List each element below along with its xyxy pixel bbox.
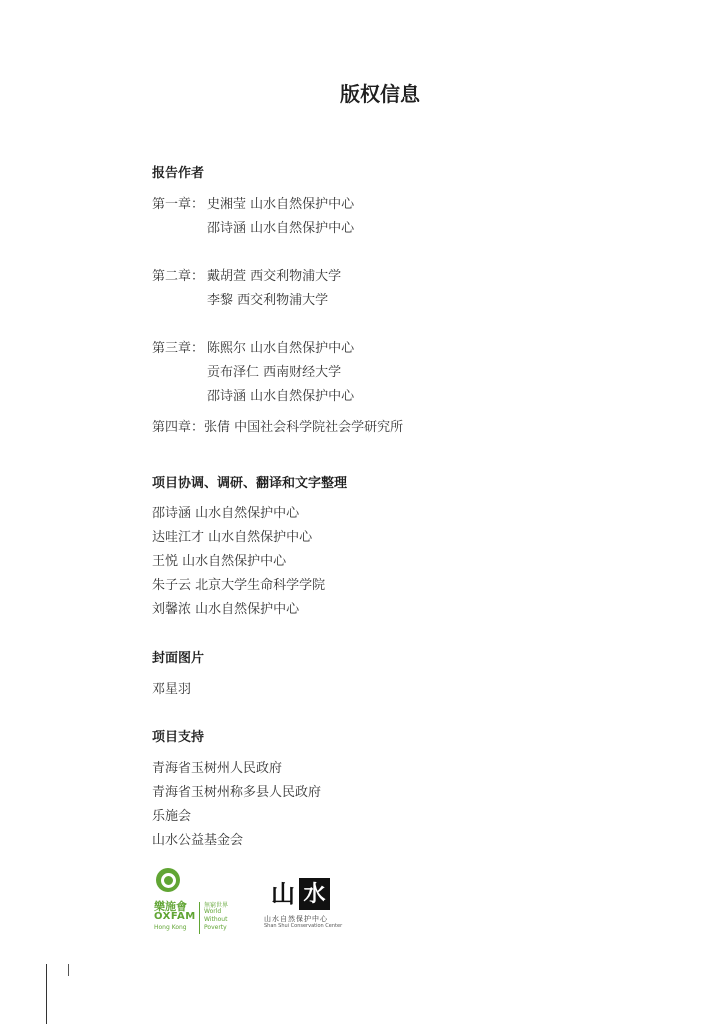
partner-logos [152,866,352,938]
chapter-1-label: 第一章： [152,197,205,212]
shanshui-logo-icon [268,878,330,910]
coordination-line: 王悦 山水自然保护中心 [152,554,287,569]
coordination-line: 达哇江才 山水自然保护中心 [152,530,313,545]
author-line: 贡布泽仁 西南财经大学 [207,365,342,380]
chapter-2-label: 第二章： [152,269,205,284]
support-line: 青海省玉树州称多县人民政府 [152,785,322,800]
author-line: 邵诗涵 山水自然保护中心 [207,221,355,236]
cover-heading: 封面图片 [152,651,205,666]
chapter-4-line: 第四章：张倩 中国社会科学院社会学研究所 [152,420,404,435]
authors-heading: 报告作者 [152,166,205,181]
oxfam-cn-name: 樂施會 [154,900,187,913]
cover-line: 邓星羽 [152,682,192,697]
oxfam-logo-icon [156,868,180,892]
page-title: 版权信息 [340,82,420,106]
margin-rule [46,964,47,1024]
support-line: 山水公益基金会 [152,833,244,848]
support-line: 青海省玉树州人民政府 [152,761,283,776]
author-line: 李黎 西交利物浦大学 [207,293,329,308]
support-heading: 项目支持 [152,730,205,745]
author-line: 邵诗涵 山水自然保护中心 [207,389,355,404]
shanshui-logo-shui: 水 [299,878,330,910]
margin-tick [68,964,69,976]
chapter-3-label: 第三章： [152,341,205,356]
oxfam-name: OXFAM [154,911,196,922]
coordination-line: 刘馨浓 山水自然保护中心 [152,602,300,617]
oxfam-divider [199,902,200,934]
oxfam-slogan: World Without Poverty [204,908,228,931]
coordination-heading: 项目协调、调研、翻译和文字整理 [152,476,348,491]
author-line: 戴胡萱 西交利物浦大学 [207,269,342,284]
coordination-line: 邵诗涵 山水自然保护中心 [152,506,300,521]
author-line: 史湘莹 山水自然保护中心 [207,197,355,212]
support-line: 乐施会 [152,809,192,824]
shanshui-cn-name: 山水自然保护中心 [264,915,328,923]
oxfam-region: Hong Kong [154,924,187,931]
shanshui-logo-shan: 山 [271,879,295,908]
shanshui-en-name: Shan Shui Conservation Center [264,923,343,929]
oxfam-slogan-cn: 無窮世界 [204,902,229,909]
coordination-line: 朱子云 北京大学生命科学学院 [152,578,326,593]
author-line: 陈熙尔 山水自然保护中心 [207,341,355,356]
